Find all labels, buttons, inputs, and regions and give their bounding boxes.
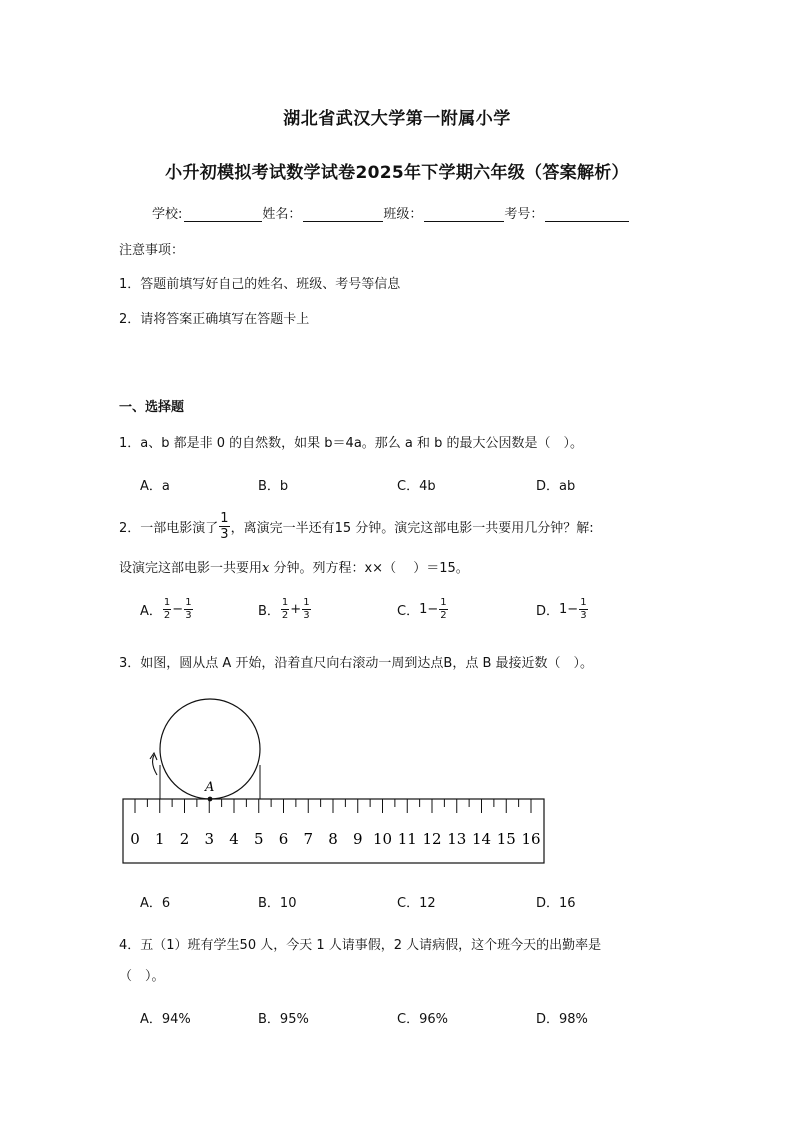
q2-line2-part1: 设演完这部电影一共要用	[119, 561, 263, 576]
q3-option-d[interactable]: D．16	[536, 896, 576, 911]
numerator: 1	[281, 597, 289, 608]
q2-fraction-denominator: 3	[220, 527, 229, 542]
ruler-number-label: 16	[521, 830, 541, 848]
ruler-number-label: 1	[154, 830, 165, 848]
option-letter: C．	[397, 604, 420, 619]
notes-heading: 注意事项：	[119, 243, 185, 258]
q2-stem-part2: ，离演完一半还有15 分钟。演完这部电影一共要用几分钟？解:	[230, 521, 594, 536]
question-2-stem	[119, 512, 594, 541]
class-blank[interactable]	[424, 207, 504, 222]
fraction	[184, 598, 192, 621]
name-blank[interactable]	[303, 207, 383, 222]
option-prefix: 1−	[419, 602, 439, 617]
ruler-number-label: 10	[372, 830, 393, 848]
school-blank[interactable]	[184, 207, 262, 222]
ruler-number-label: 8	[328, 830, 338, 848]
q1-option-b[interactable]: B．b	[258, 479, 289, 494]
q2-option-d[interactable]	[536, 598, 589, 621]
question-4-stem-cont: （ ）。	[119, 969, 165, 984]
ruler-number-label: 2	[179, 830, 190, 848]
option-prefix: 1−	[559, 602, 579, 617]
question-2-line2	[119, 557, 469, 576]
operator: +	[290, 602, 302, 617]
operator: −	[172, 602, 184, 617]
fraction	[163, 598, 171, 621]
ruler-number-label: 3	[204, 830, 215, 848]
option-letter: A．	[140, 604, 162, 619]
exam-number-blank[interactable]	[545, 207, 629, 222]
numerator: 1	[163, 597, 171, 608]
note-item: 2．请将答案正确填写在答题卡上	[119, 312, 310, 327]
question-1-stem: 1．a、b 都是非 0 的自然数，如果 b＝4a。那么 a 和 b 的最大公因数是（ ）。	[119, 436, 584, 451]
q2-line2-part2: 分钟。列方程：x×（ ）＝15。	[269, 561, 469, 576]
ruler-number-label: 7	[303, 830, 314, 848]
section-heading: 一、选择题	[119, 400, 185, 415]
denominator: 3	[185, 610, 192, 621]
option-letter: D．	[536, 604, 560, 619]
q4-option-c[interactable]: C．96%	[397, 1012, 448, 1027]
ruler-circle-figure	[110, 695, 555, 870]
q1-option-a[interactable]: A．a	[140, 479, 170, 494]
ruler-number-label: 4	[229, 830, 239, 848]
q2-stem-part1: 2．一部电影演了	[119, 521, 219, 536]
q1-option-d[interactable]: D．ab	[536, 479, 576, 494]
denominator: 3	[580, 610, 587, 621]
numerator: 1	[303, 597, 310, 608]
school-label: 学校:	[152, 207, 183, 222]
class-label: 班级：	[383, 207, 423, 222]
question-4-stem: 4．五（1）班有学生50 人，今天 1 人请事假，2 人请病假，这个班今天的出勤率是	[119, 938, 602, 953]
q1-option-c[interactable]: C．4b	[397, 479, 436, 494]
exam-number-label: 考号：	[504, 207, 544, 222]
point-a-label: A	[205, 780, 215, 795]
denominator: 2	[163, 610, 171, 621]
q2-fraction-numerator: 1	[220, 511, 229, 526]
exam-title: 小升初模拟考试数学试卷2025年下学期六年级（答案解析）	[165, 163, 629, 183]
q2-variable-x: x	[262, 561, 270, 576]
ruler-number-label: 6	[278, 830, 289, 848]
q3-option-c[interactable]: C．12	[397, 896, 436, 911]
ruler-number-label: 11	[397, 830, 417, 848]
fraction	[281, 598, 289, 621]
ruler-number-label: 0	[130, 830, 140, 848]
q4-option-a[interactable]: A．94%	[140, 1012, 191, 1027]
q2-option-c[interactable]	[397, 598, 449, 621]
denominator: 3	[303, 610, 310, 621]
ruler-number-label: 5	[253, 830, 264, 848]
fraction	[579, 598, 587, 621]
q3-option-b[interactable]: B．10	[258, 896, 297, 911]
q4-option-b[interactable]: B．95%	[258, 1012, 309, 1027]
name-label: 姓名：	[262, 207, 302, 222]
numerator: 1	[580, 597, 587, 608]
note-item: 1．答题前填写好自己的姓名、班级、考号等信息	[119, 277, 401, 292]
numerator: 1	[185, 597, 192, 608]
denominator: 2	[440, 610, 447, 621]
school-title: 湖北省武汉大学第一附属小学	[283, 109, 511, 129]
ruler-number-label: 9	[352, 830, 363, 848]
fraction	[302, 598, 310, 621]
ruler-number-label: 12	[422, 830, 442, 848]
q2-fraction	[219, 512, 229, 541]
q3-option-a[interactable]: A．6	[140, 896, 171, 911]
ruler-number-label: 14	[471, 830, 492, 848]
q2-option-a[interactable]	[140, 598, 194, 621]
ruler-labels	[130, 830, 540, 848]
denominator: 2	[281, 610, 289, 621]
ruler-ticks	[135, 799, 531, 813]
q2-option-b[interactable]	[258, 598, 312, 621]
numerator: 1	[440, 597, 447, 608]
ruler-number-label: 15	[496, 830, 516, 848]
student-info-line	[152, 203, 629, 222]
option-letter: B．	[258, 604, 280, 619]
q4-option-d[interactable]: D．98%	[536, 1012, 588, 1027]
fraction	[439, 598, 447, 621]
ruler-number-label: 13	[447, 830, 467, 848]
question-3-stem: 3．如图，圆从点 A 开始，沿着直尺向右滚动一周到达点B，点 B 最接近数（ ）。	[119, 656, 594, 671]
